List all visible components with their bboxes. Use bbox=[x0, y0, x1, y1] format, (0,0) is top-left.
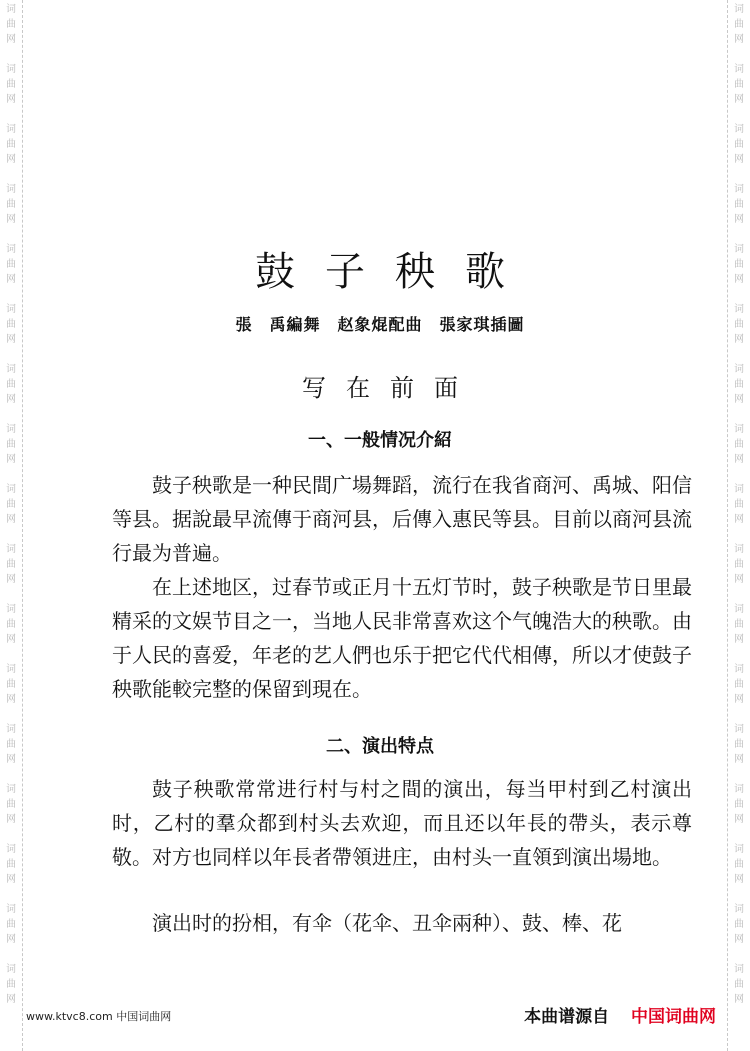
paragraph-general-2: 在上述地区，过春节或正月十五灯节时，鼓子秧歌是节日里最精采的文娱节目之一，当地人民非常喜欢这个气魄浩大的秧歌。由于人民的喜爱，年老的艺人們也乐于把它代代相傳，所以才使鼓子秧歌能較完整的保留到現在。 bbox=[112, 575, 692, 701]
section-heading-general: 一、一般情况介紹 bbox=[308, 430, 452, 451]
watermark-text: 词 曲 网 bbox=[6, 964, 16, 1005]
watermark-text: 词 曲 网 bbox=[734, 844, 744, 885]
preface-title: 写在前面 bbox=[302, 374, 478, 402]
watermark-text: 词 曲 网 bbox=[734, 424, 744, 465]
watermark-text: 词 曲 网 bbox=[6, 724, 16, 765]
watermark-text: 词 曲 网 bbox=[6, 664, 16, 705]
watermark-text: 词 曲 网 bbox=[734, 304, 744, 345]
watermark-text: 词 曲 网 bbox=[734, 664, 744, 705]
credits-byline: 張 禹編舞 赵象焜配曲 張家琪插圖 bbox=[235, 315, 525, 334]
song-title: 鼓子秧歌 bbox=[255, 249, 535, 295]
watermark-text: 词 曲 网 bbox=[6, 904, 16, 945]
watermark-text: 词 曲 网 bbox=[734, 4, 744, 45]
watermark-text: 词 曲 网 bbox=[6, 604, 16, 645]
source-label: 本曲谱源自 bbox=[524, 1007, 610, 1027]
paragraph-performance-2: 演出时的扮相，有伞（花伞、丑伞兩种）、鼓、棒、花 bbox=[152, 911, 622, 935]
right-watermark-strip bbox=[727, 0, 750, 1051]
watermark-text: 词 曲 网 bbox=[734, 904, 744, 945]
watermark-text: 词 曲 网 bbox=[734, 484, 744, 525]
watermark-text: 词 曲 网 bbox=[734, 64, 744, 105]
watermark-text: 词 曲 网 bbox=[6, 844, 16, 885]
section-heading-performance: 二、演出特点 bbox=[326, 736, 434, 757]
watermark-text: 词 曲 网 bbox=[734, 724, 744, 765]
watermark-text: 词 曲 网 bbox=[734, 124, 744, 165]
watermark-text: 词 曲 网 bbox=[734, 604, 744, 645]
watermark-text: 词 曲 网 bbox=[6, 364, 16, 405]
footer-source bbox=[524, 1002, 716, 1027]
watermark-text: 词 曲 网 bbox=[6, 424, 16, 465]
watermark-text: 词 曲 网 bbox=[6, 484, 16, 525]
watermark-text: 词 曲 网 bbox=[6, 4, 16, 45]
watermark-text: 词 曲 网 bbox=[734, 244, 744, 285]
watermark-text: 词 曲 网 bbox=[6, 124, 16, 165]
watermark-text: 词 曲 网 bbox=[734, 784, 744, 825]
watermark-text: 词 曲 网 bbox=[734, 364, 744, 405]
paragraph-performance-1: 鼓子秧歌常常进行村与村之間的演出，每当甲村到乙村演出时，乙村的羣众都到村头去欢迎，而且还以年長的帶头，表示尊敬。对方也同样以年長者帶領进庄，由村头一直領到演出場地。 bbox=[112, 777, 692, 869]
source-site-link[interactable]: 中国词曲网 bbox=[631, 1007, 716, 1027]
watermark-text: 词 曲 网 bbox=[734, 964, 744, 1005]
watermark-text: 词 曲 网 bbox=[6, 544, 16, 585]
watermark-text: 词 曲 网 bbox=[6, 244, 16, 285]
watermark-text: 词 曲 网 bbox=[6, 304, 16, 345]
watermark-text: 词 曲 网 bbox=[6, 784, 16, 825]
left-watermark-strip bbox=[0, 0, 23, 1051]
document-page bbox=[60, 0, 700, 1051]
footer-url[interactable]: www.ktvc8.com 中国词曲网 bbox=[26, 1010, 172, 1023]
paragraph-general-1: 鼓子秧歌是一种民間广場舞蹈，流行在我省商河、禹城、阳信等县。据說最早流傳于商河县，后傳入惠民等县。目前以商河县流行最为普遍。 bbox=[112, 473, 692, 565]
watermark-text: 词 曲 网 bbox=[734, 544, 744, 585]
watermark-text: 词 曲 网 bbox=[6, 184, 16, 225]
watermark-text: 词 曲 网 bbox=[6, 64, 16, 105]
watermark-text: 词 曲 网 bbox=[734, 184, 744, 225]
